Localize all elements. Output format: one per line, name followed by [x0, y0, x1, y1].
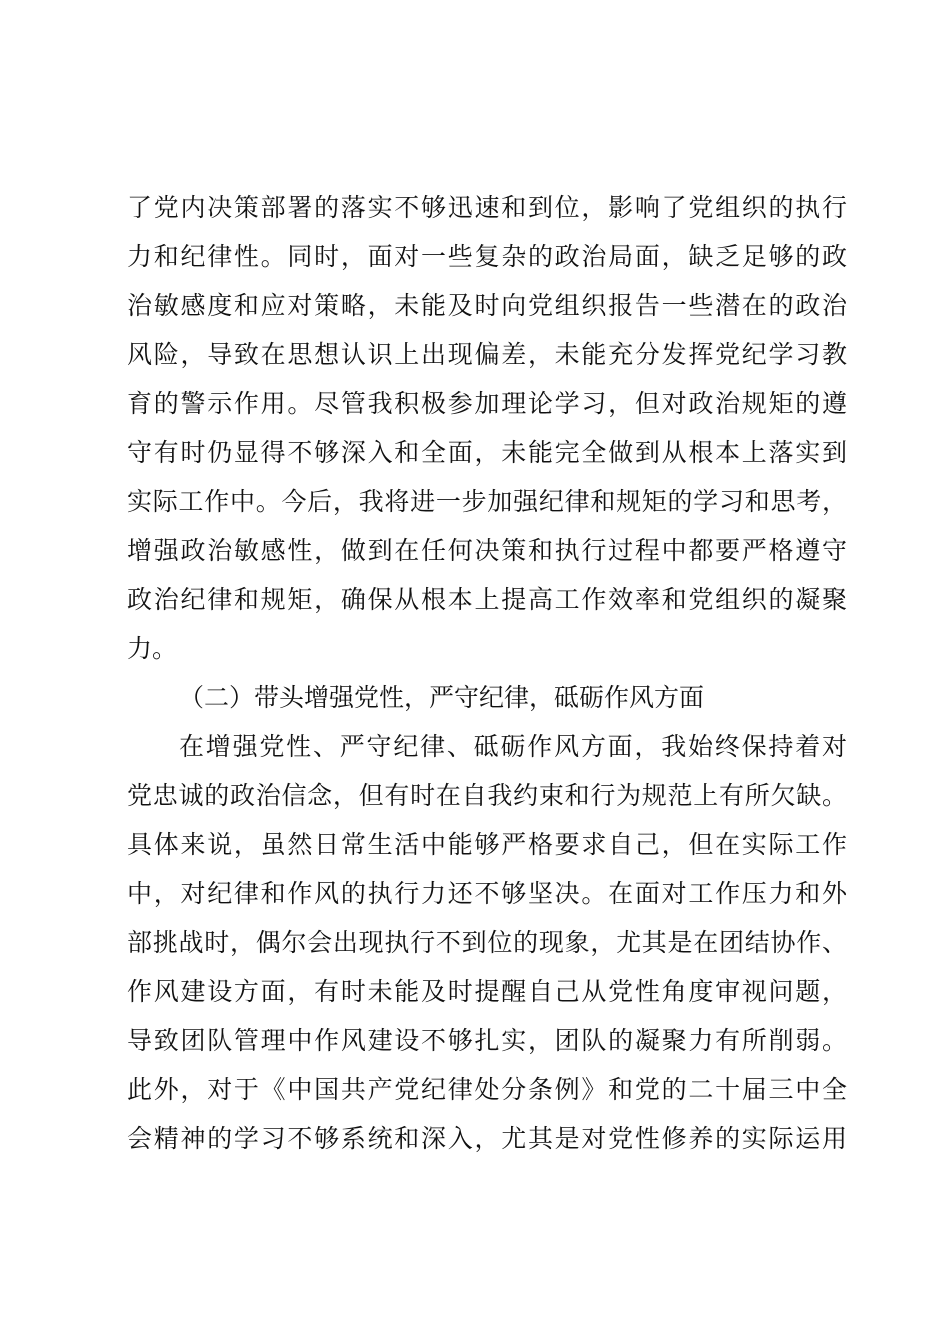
text-line: 此外，对于《中国共产党纪律处分条例》和党的二十届三中全	[127, 1075, 847, 1104]
text-line: 具体来说，虽然日常生活中能够严格要求自己，但在实际工作	[127, 830, 847, 859]
section-heading: （二）带头增强党性，严守纪律，砥砺作风方面	[179, 683, 705, 712]
text-line: 中，对纪律和作风的执行力还不够坚决。在面对工作压力和外	[127, 879, 847, 908]
paragraph-1	[127, 183, 847, 673]
text-line: 会精神的学习不够系统和深入，尤其是对党性修养的实际运用	[127, 1124, 847, 1153]
text-line: 风险，导致在思想认识上出现偏差，未能充分发挥党纪学习教	[127, 340, 847, 369]
text-line: 部挑战时，偶尔会出现执行不到位的现象，尤其是在团结协作、	[127, 928, 847, 957]
text-line: 党忠诚的政治信念，但有时在自我约束和行为规范上有所欠缺。	[127, 781, 847, 810]
text-line: 导致团队管理中作风建设不够扎实，团队的凝聚力有所削弱。	[127, 1026, 847, 1055]
text-line: 育的警示作用。尽管我积极参加理论学习，但对政治规矩的遵	[127, 389, 847, 418]
text-line: 了党内决策部署的落实不够迅速和到位，影响了党组织的执行	[127, 193, 847, 222]
text-line: 在增强党性、严守纪律、砥砺作风方面，我始终保持着对	[179, 732, 847, 761]
text-line: 守有时仍显得不够深入和全面，未能完全做到从根本上落实到	[127, 438, 847, 467]
document-body	[127, 183, 847, 1163]
text-line: 力。	[127, 634, 178, 663]
text-line: 实际工作中。今后，我将进一步加强纪律和规矩的学习和思考，	[127, 487, 847, 516]
text-line: 政治纪律和规矩，确保从根本上提高工作效率和党组织的凝聚	[127, 585, 847, 614]
paragraph-2	[127, 722, 847, 1163]
text-line: 治敏感度和应对策略，未能及时向党组织报告一些潜在的政治	[127, 291, 847, 320]
text-line: 作风建设方面，有时未能及时提醒自己从党性角度审视问题，	[127, 977, 847, 1006]
text-line: 增强政治敏感性，做到在任何决策和执行过程中都要严格遵守	[127, 536, 847, 565]
text-line: 力和纪律性。同时，面对一些复杂的政治局面，缺乏足够的政	[127, 242, 847, 271]
